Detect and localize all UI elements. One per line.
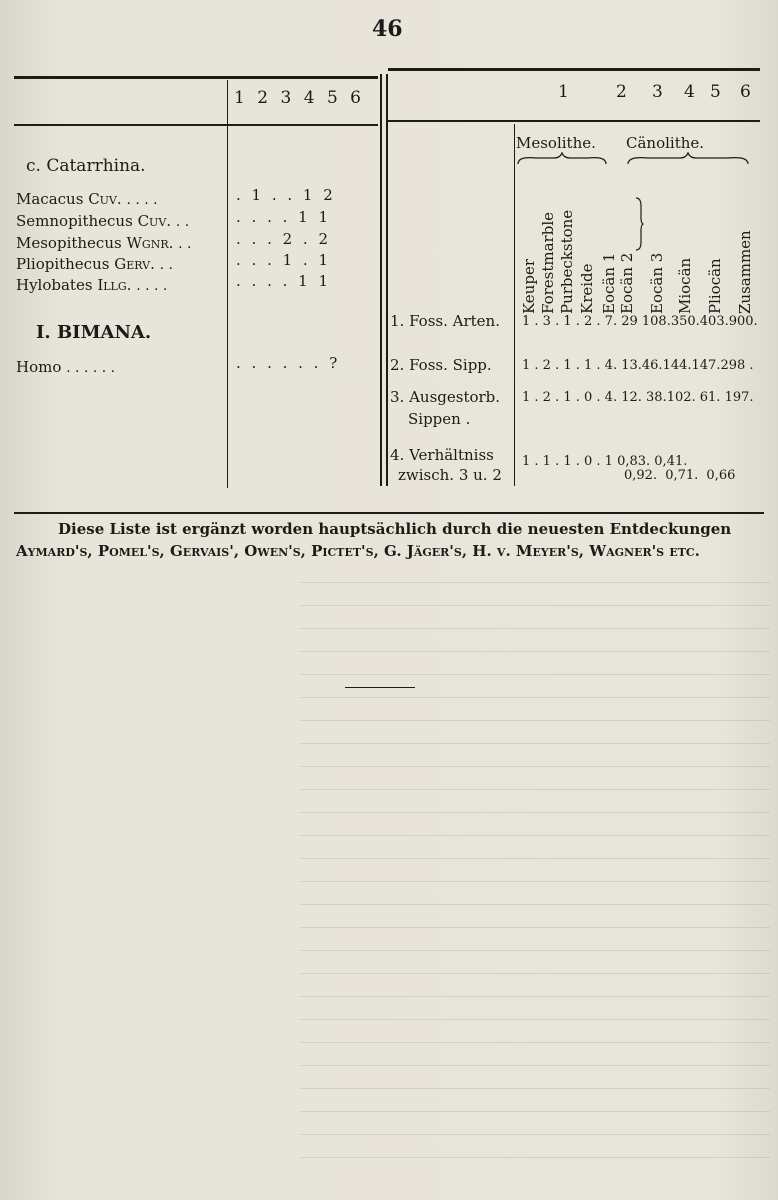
vrule-center-1 bbox=[380, 74, 382, 486]
top-rule-right bbox=[388, 68, 760, 71]
period-kreide: Kreide bbox=[578, 263, 596, 314]
period-eocan-2: Eocän 2 bbox=[618, 252, 636, 314]
right-col-2: 2 bbox=[616, 82, 627, 102]
genus-row: Semnopithecus Cuv. . . bbox=[16, 212, 190, 230]
stat-values: 1 . 2 . 1 . 0 . 4. 12. 38.102. 61. 197. bbox=[522, 390, 754, 405]
header-rule-right bbox=[388, 120, 760, 122]
right-col-6: 6 bbox=[740, 82, 751, 102]
vrule-right-labels bbox=[514, 124, 515, 486]
right-col-5: 5 bbox=[710, 82, 721, 102]
stat-label: 4. Verhältniss bbox=[390, 446, 494, 464]
section-bimana: I. BIMANA. bbox=[36, 322, 152, 343]
genus-values: . . . . 1 1 bbox=[236, 272, 328, 290]
stat-label-cont: Sippen . bbox=[408, 410, 471, 428]
stat-values: 1 . 3 . 1 . 2 . 7. 29 108.350.403.900. bbox=[522, 314, 758, 329]
vrule-center-2 bbox=[386, 74, 388, 486]
period-eocan-1: Eocän 1 bbox=[600, 252, 618, 314]
period-eocan-3: Eocän 3 bbox=[648, 252, 666, 314]
left-column-numbers: 1 2 3 4 5 6 bbox=[234, 88, 361, 108]
group-label-canolithe: Cänolithe. bbox=[626, 134, 705, 152]
genus-values: . . . 1 . 1 bbox=[236, 251, 328, 269]
short-rule bbox=[345, 687, 415, 688]
stat-values: 1 . 2 . 1 . 1 . 4. 13.46.144.147.298 . bbox=[522, 358, 754, 373]
vrule-left-cols bbox=[227, 80, 228, 488]
genus-row: Pliopithecus Gerv. . . bbox=[16, 255, 173, 273]
homo-row: Homo . . . . . . bbox=[16, 358, 116, 376]
right-col-1: 1 bbox=[558, 82, 569, 102]
right-col-4: 4 bbox=[684, 82, 695, 102]
genus-row: Macacus Cuv. . . . . bbox=[16, 190, 158, 208]
period-zusammen: Zusammen bbox=[736, 230, 754, 314]
stat-label-cont: zwisch. 3 u. 2 bbox=[398, 466, 502, 484]
group-braces bbox=[516, 152, 762, 166]
top-rule-left bbox=[14, 76, 378, 79]
bleed-through-texture bbox=[300, 560, 770, 1180]
note-line-2: Aymard's, Pomel's, Gervais', Owen's, Pictet's, G. Jäger's, H. v. Meyer's, Wagner's etc. bbox=[16, 542, 700, 560]
genus-row: Hylobates Illg. . . . . bbox=[16, 276, 168, 294]
genus-values: . . . . 1 1 bbox=[236, 208, 328, 226]
stat-values: 1 . 1 . 1 . 0 . 1 0,83. 0,41. bbox=[522, 454, 688, 469]
genus-row: Mesopithecus Wgnr. . . bbox=[16, 234, 192, 252]
period-miocan: Miocän bbox=[676, 257, 694, 314]
stat-values-second-line: 0,92. 0,71. 0,66 bbox=[624, 468, 736, 483]
stat-label: 3. Ausgestorb. bbox=[390, 388, 501, 406]
bottom-rule bbox=[14, 512, 764, 514]
header-rule-left bbox=[14, 124, 378, 126]
eocan-brace bbox=[634, 196, 644, 252]
group-label-mesolithe: Mesolithe. bbox=[516, 134, 596, 152]
genus-values: . . . 2 . 2 bbox=[236, 230, 328, 248]
genus-values: . 1 . . 1 2 bbox=[236, 186, 333, 204]
period-purbeckstone: Purbeckstone bbox=[558, 209, 576, 314]
note-line-1: Diese Liste ist ergänzt worden hauptsächlich durch die neuesten Entdeckungen bbox=[58, 520, 732, 538]
period-pliocan: Pliocän bbox=[706, 258, 724, 314]
period-forestmarble: Forestmarble bbox=[539, 211, 557, 314]
section-catarrhina: c. Catarrhina. bbox=[26, 156, 146, 176]
stat-label: 1. Foss. Arten. bbox=[390, 312, 500, 330]
homo-values: . . . . . . ? bbox=[236, 354, 338, 372]
stat-label: 2. Foss. Sipp. bbox=[390, 356, 492, 374]
right-col-3: 3 bbox=[652, 82, 663, 102]
page-number: 46 bbox=[372, 16, 403, 42]
period-keuper: Keuper bbox=[520, 259, 538, 314]
